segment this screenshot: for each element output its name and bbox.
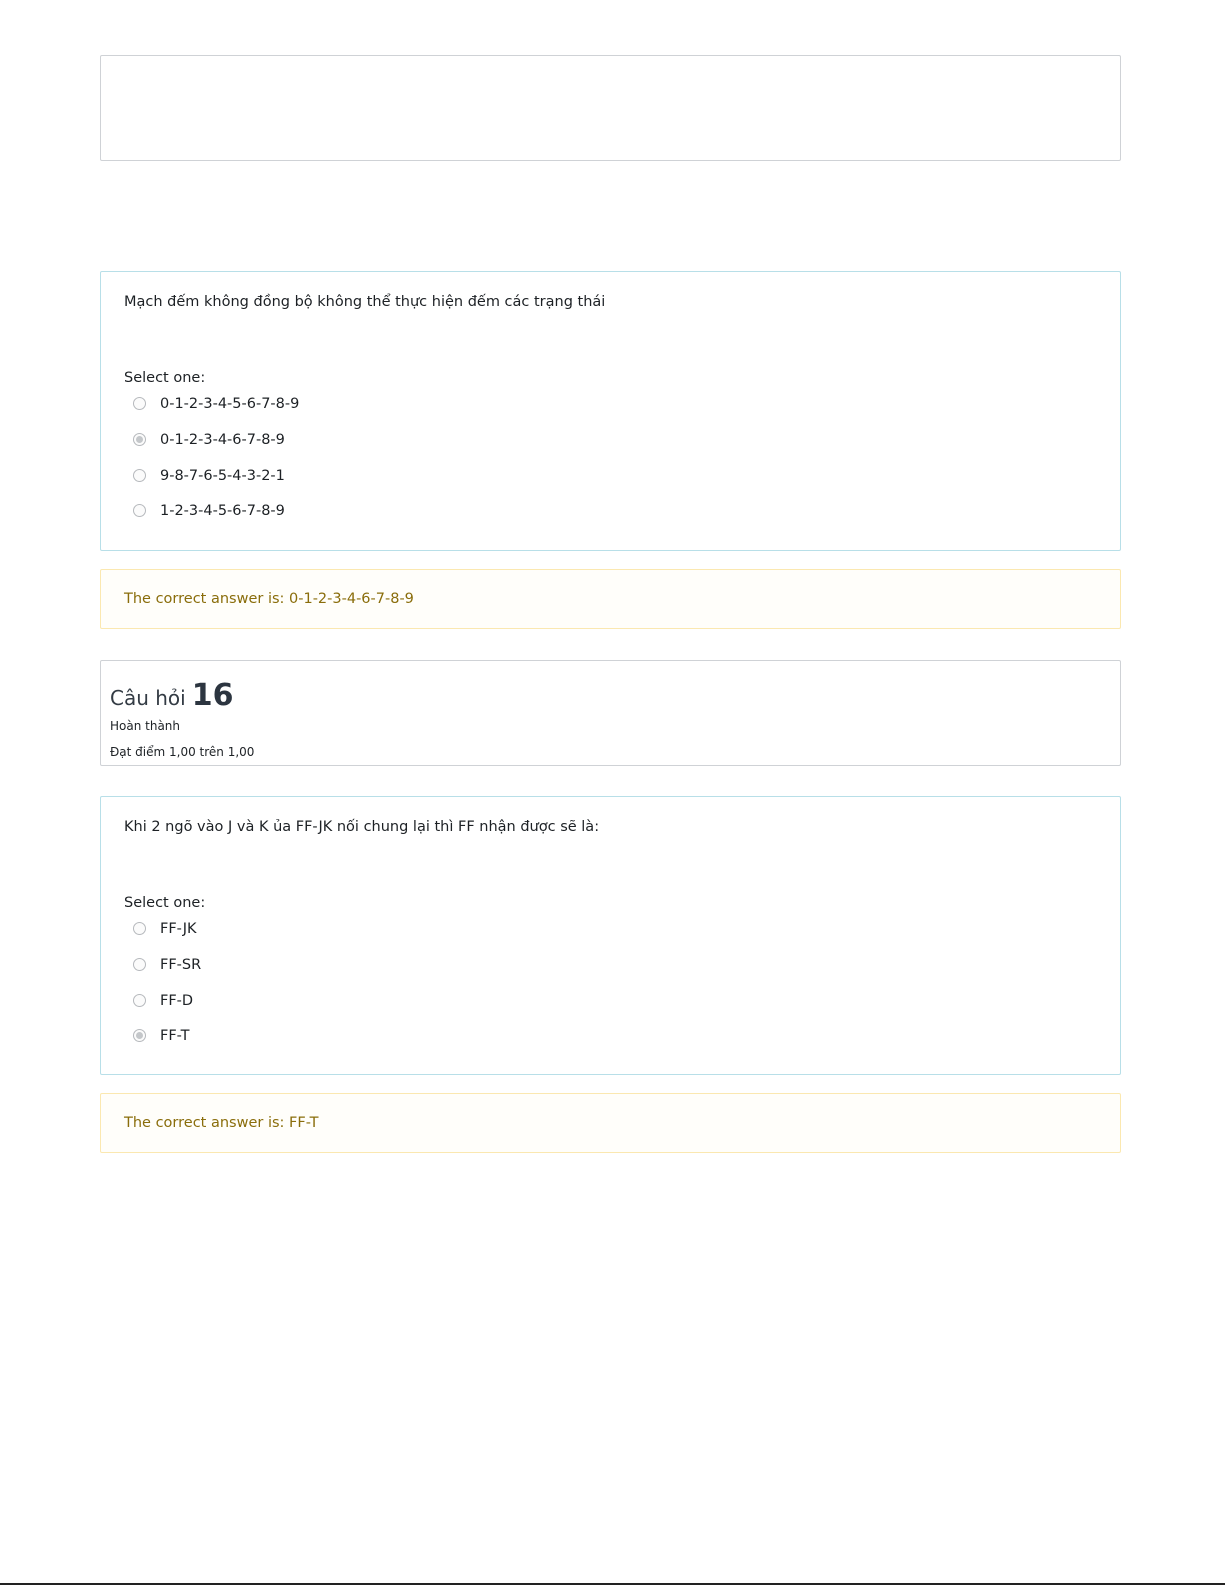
radio-button[interactable]	[133, 469, 146, 482]
question-16-option-1[interactable]	[133, 921, 201, 957]
question-state: Hoàn thành	[110, 719, 181, 733]
option-label: 0-1-2-3-4-5-6-7-8-9	[160, 396, 300, 412]
radio-button[interactable]	[133, 994, 146, 1007]
question-16-option-3[interactable]	[133, 993, 201, 1029]
question-grade: Đạt điểm 1,00 trên 1,00	[110, 745, 255, 759]
question-16-formulation	[100, 796, 1121, 1075]
option-label: FF-D	[160, 992, 194, 1009]
question-15-formulation	[100, 271, 1121, 551]
option-label: FF-SR	[160, 956, 202, 973]
question-15-option-4[interactable]	[133, 503, 299, 539]
radio-button[interactable]	[133, 397, 146, 410]
question-16-answer-list	[133, 921, 201, 1064]
option-label: 9-8-7-6-5-4-3-2-1	[160, 467, 285, 484]
question-15-option-3[interactable]	[133, 468, 299, 504]
radio-button-selected[interactable]	[133, 433, 146, 446]
question-16-option-4[interactable]	[133, 1028, 201, 1064]
question-15-option-2[interactable]	[133, 432, 299, 468]
correct-answer-text: The correct answer is: FF-T	[124, 1115, 319, 1131]
question-16-text: Khi 2 ngõ vào J và K ủa FF-JK nối chung lại thì FF nhận được sẽ là:	[124, 819, 600, 835]
question-16-option-2[interactable]	[133, 957, 201, 993]
correct-answer-text: The correct answer is: 0-1-2-3-4-6-7-8-9	[124, 591, 414, 607]
question-15-feedback	[100, 569, 1121, 629]
radio-button[interactable]	[133, 958, 146, 971]
question-info-panel-empty	[100, 55, 1121, 161]
option-label: FF-T	[160, 1028, 190, 1045]
question-15-option-1[interactable]	[133, 396, 299, 432]
radio-button[interactable]	[133, 504, 146, 517]
question-number-label: Câu hỏi	[110, 686, 186, 710]
question-number	[110, 678, 1111, 716]
question-number-value: 16	[191, 678, 234, 713]
question-16-info-panel	[100, 660, 1121, 766]
radio-button[interactable]	[133, 922, 146, 935]
option-label: 1-2-3-4-5-6-7-8-9	[160, 503, 285, 520]
question-15-text: Mạch đếm không đồng bộ không thể thực hiện đếm các trạng thái	[124, 294, 606, 310]
radio-button-selected[interactable]	[133, 1029, 146, 1042]
question-16-prompt: Select one:	[124, 895, 206, 911]
question-15-prompt: Select one:	[124, 370, 206, 386]
option-label: FF-JK	[160, 921, 197, 937]
question-16-feedback	[100, 1093, 1121, 1153]
option-label: 0-1-2-3-4-6-7-8-9	[160, 431, 285, 448]
question-15-answer-list	[133, 396, 299, 539]
